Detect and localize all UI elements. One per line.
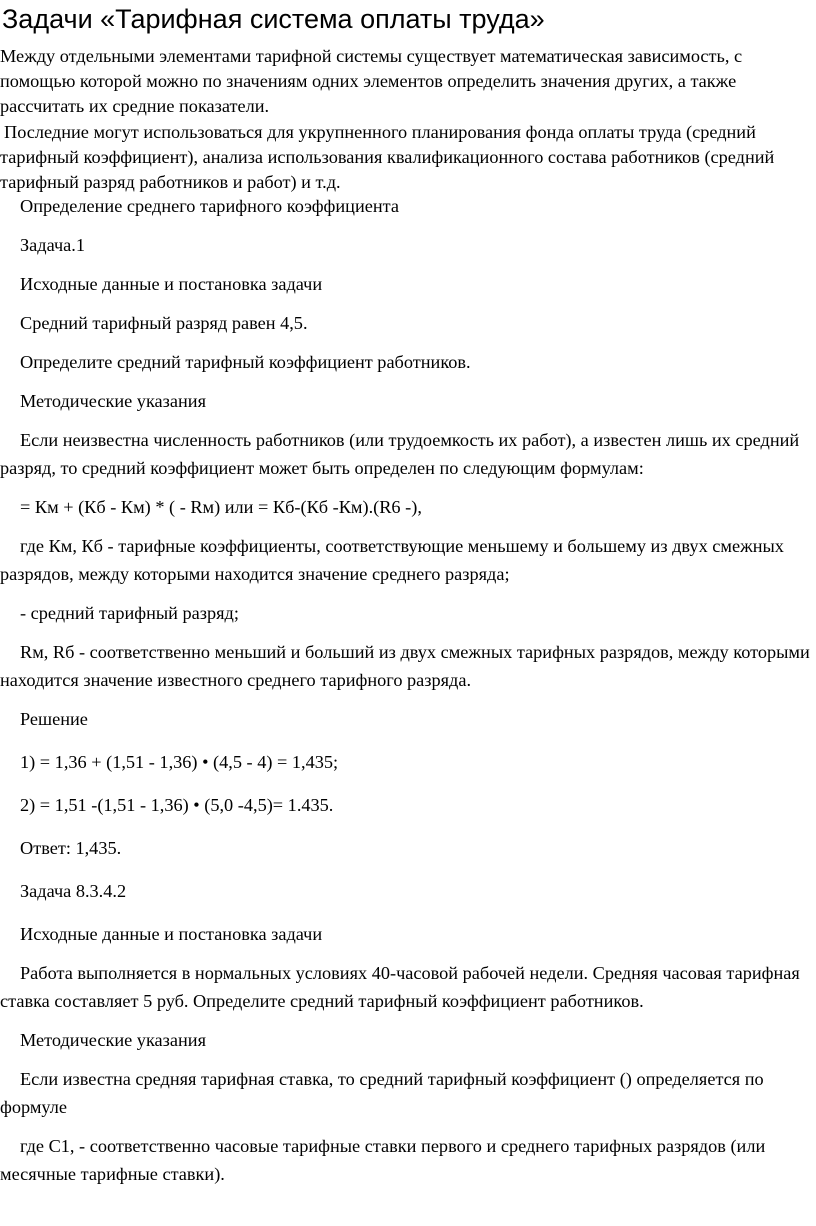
task-heading: Задача 8.3.4.2 [20, 881, 127, 901]
section-heading: Определение среднего тарифного коэффициента [20, 196, 399, 216]
calculation: 1) = 1,36 + (1,51 - 1,36) • (4,5 - 4) = 1,435; [20, 752, 339, 772]
calculation: 2) = 1,51 -(1,51 - 1,36) • (5,0 -4,5)= 1.435. [20, 795, 334, 815]
subheading: Методические указания [20, 1030, 206, 1050]
page-title: Задачи «Тарифная система оплаты труда» [2, 4, 545, 34]
paragraph: - средний тарифный разряд; [20, 603, 239, 623]
intro-paragraph: Между отдельными элементами тарифной системы существует математическая зависимость, с помощью которой можно по значениям одних элементов определить значения других, а также рассчитать их средние показатели. [0, 46, 743, 117]
paragraph: Если неизвестна численность работников (или трудоемкость их работ), а известен лишь их средний разряд, то средний коэффициент может быть определен по следующим формулам: [0, 430, 800, 478]
intro-section [0, 44, 814, 195]
answer: Ответ: 1,435. [20, 838, 122, 858]
subheading: Исходные данные и постановка задачи [20, 924, 323, 944]
intro-paragraph: Последние могут использоваться для укрупненного планирования фонда оплаты труда (средний тарифный коэффициент), анализа использования квалификационного состава работников (средний тарифный разряд работников и работ) и т.д. [0, 121, 775, 193]
paragraph: где С1, - соответственно часовые тарифные ставки первого и среднего тарифных разрядов (или месячные тарифные ставки). [0, 1136, 766, 1184]
task-heading: Задача.1 [20, 235, 85, 255]
paragraph: Работа выполняется в нормальных условиях 40-часовой рабочей недели. Средняя часовая тарифная ставка составляет 5 руб. Определите средний тарифный коэффициент работников. [0, 963, 800, 1011]
subheading: Решение [20, 709, 88, 729]
subheading: Исходные данные и постановка задачи [20, 274, 323, 294]
subheading: Методические указания [20, 391, 206, 411]
document-body [0, 192, 814, 1199]
paragraph: Rм, Rб - соответственно меньший и больший из двух смежных тарифных разрядов, между которыми находится значение известного среднего тарифного разряда. [0, 642, 810, 690]
formula: = Км + (Кб - Км) * ( - Rм) или = Кб-(Кб -Км).(R6 -), [20, 497, 422, 517]
paragraph: Определите средний тарифный коэффициент работников. [20, 352, 471, 372]
paragraph: где Км, Кб - тарифные коэффициенты, соответствующие меньшему и большему из двух смежных разрядов, между которыми находится значение среднего разряда; [0, 536, 784, 584]
paragraph: Если известна средняя тарифная ставка, то средний тарифный коэффициент () определяется по формуле [0, 1069, 764, 1117]
paragraph: Средний тарифный разряд равен 4,5. [20, 313, 308, 333]
